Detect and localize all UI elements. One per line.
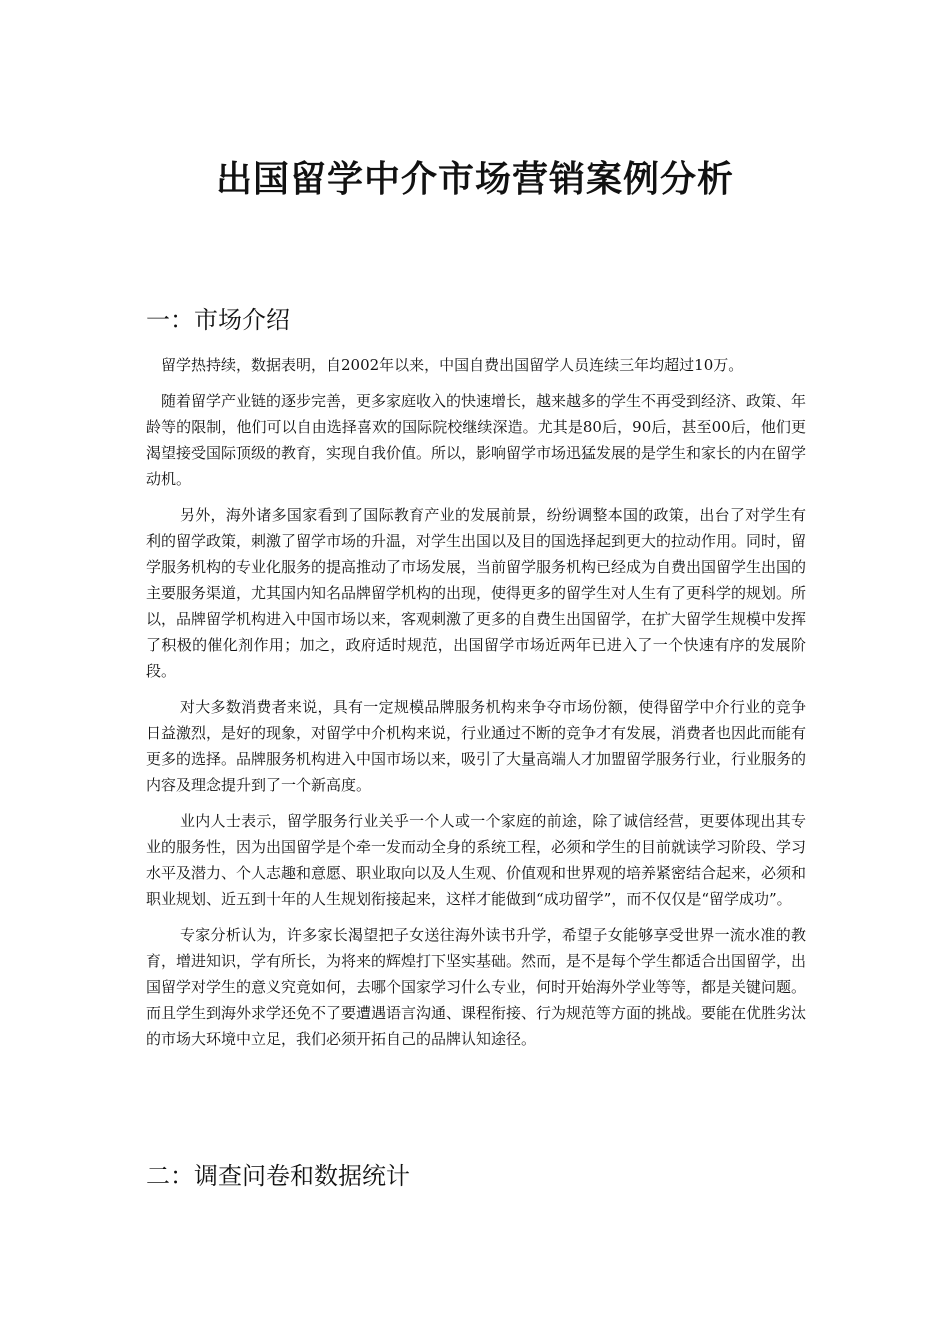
paragraph: 随着留学产业链的逐步完善，更多家庭收入的快速增长，越来越多的学生不再受到经济、政策、年龄等的限制，他们可以自由选择喜欢的国际院校继续深造。尤其是80后，90后，甚至00后，他们更渴望接受国际顶级的教育，实现自我价值。所以，影响留学市场迅猛发展的是学生和家长的内在留学动机。: [146, 392, 807, 488]
paragraph: 业内人士表示，留学服务行业关乎一个人或一个家庭的前途，除了诚信经营，更要体现出其专业的服务性，因为出国留学是个牵一发而动全身的系统工程，必须和学生的目前就读学习阶段、学习水平及潜力、个人志趣和意愿、职业取向以及人生观、价值观和世界观的培养紧密结合起来，必须和职业规划、近五到十年的人生规划衔接起来，这样才能做到“成功留学”，而不仅仅是“留学成功”。: [146, 812, 807, 908]
paragraph: 另外，海外诸多国家看到了国际教育产业的发展前景，纷纷调整本国的政策，出台了对学生有利的留学政策，刺激了留学市场的升温，对学生出国以及目的国选择起到更大的拉动作用。同时，留学服务机构的专业化服务的提高推动了市场发展，当前留学服务机构已经成为自费出国留学生出国的主要服务渠道，尤其国内知名品牌留学机构的出现，使得更多的留学生对人生有了更科学的规划。所以，品牌留学机构进入中国市场以来，客观刺激了更多的自费生出国留学，在扩大留学生规模中发挥了积极的催化剂作用；加之，政府适时规范，出国留学市场近两年已进入了一个快速有序的发展阶段。: [146, 506, 807, 680]
paragraph: 专家分析认为，许多家长渴望把子女送往海外读书升学，希望子女能够享受世界一流水准的教育，增进知识，学有所长，为将来的辉煌打下坚实基础。然而，是不是每个学生都适合出国留学，出国留学对学生的意义究竟如何，去哪个国家学习什么专业，何时开始海外学业等等，都是关键问题。而且学生到海外求学还免不了要遭遇语言沟通、课程衔接、行为规范等方面的挑战。要能在优胜劣汰的市场大环境中立足，我们必须开拓自己的品牌认知途径。: [146, 926, 807, 1048]
document-title: 出国留学中介市场营销案例分析: [215, 159, 734, 200]
section-body-market-intro: [146, 352, 806, 1062]
section-heading-survey: 二：调查问卷和数据统计: [146, 1162, 410, 1190]
section-heading-market-intro: 一：市场介绍: [146, 306, 290, 334]
paragraph: 对大多数消费者来说，具有一定规模品牌服务机构来争夺市场份额，使得留学中介行业的竞争日益激烈，是好的现象，对留学中介机构来说，行业通过不断的竞争才有发展，消费者也因此而能有更多的选择。品牌服务机构进入中国市场以来，吸引了大量高端人才加盟留学服务行业，行业服务的内容及理念提升到了一个新高度。: [146, 698, 807, 794]
paragraph: 留学热持续，数据表明，自2002年以来，中国自费出国留学人员连续三年均超过10万。: [161, 356, 744, 374]
